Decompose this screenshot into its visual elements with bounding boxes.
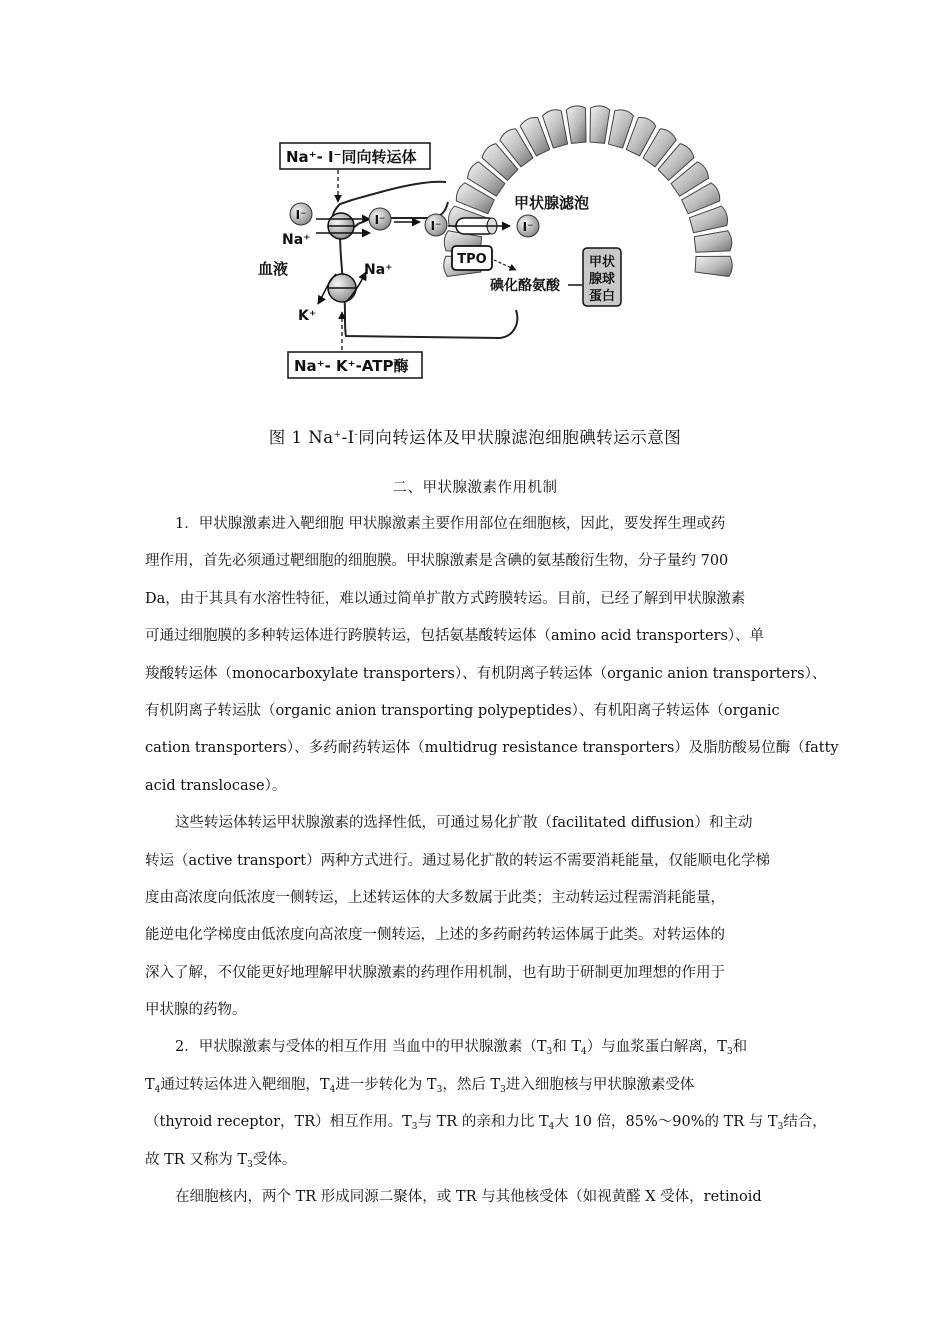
paragraph-3 bbox=[145, 1029, 827, 1179]
text-line: 有机阴离子转运肽（organic anion transporting polypeptides）、有机阳离子转运体（organic bbox=[145, 702, 780, 719]
epithelial-cell bbox=[566, 106, 586, 144]
thyroglobulin-label-2: 腺球 bbox=[588, 272, 616, 287]
epithelial-cell bbox=[695, 256, 732, 276]
paragraph-4 bbox=[145, 1179, 813, 1216]
thyroglobulin-label-1: 甲状 bbox=[588, 255, 616, 270]
tpo-label: TPO bbox=[457, 252, 487, 267]
follicle-diagram bbox=[258, 122, 710, 392]
iodotyrosine-label: 碘化酪氨酸 bbox=[490, 278, 560, 294]
atpase-label: Na⁺- K⁺-ATP酶 bbox=[294, 357, 409, 375]
atpase-transporter-icon bbox=[318, 272, 366, 304]
follicle-label: 甲状腺滤泡 bbox=[514, 194, 590, 212]
text-line: 可通过细胞膜的多种转运体进行跨膜转运，包括氨基酸转运体（amino acid transporters）、单 bbox=[145, 628, 765, 645]
nis-label: Na⁺- I⁻同向转运体 bbox=[286, 148, 417, 166]
tpo-arrow-icon bbox=[494, 260, 516, 270]
text-line: 理作用，首先必须通过靶细胞的细胞膜。甲状腺激素是含碘的氨基酸衍生物，分子量约 700 bbox=[145, 553, 729, 570]
text-line: 甲状腺的药物。 bbox=[145, 1002, 247, 1019]
iodide-ion-icon bbox=[517, 215, 539, 237]
text-line: 故 TR 又称为 $T_3$受体。 bbox=[145, 1151, 297, 1170]
apical-channel-icon bbox=[448, 218, 510, 234]
text-line: $T_4$通过转运体进入靶细胞，$T_4$进一步转化为 $T_3$，然后 $T_3$进入细胞核与甲状腺激素受体 bbox=[145, 1076, 695, 1095]
svg-text:I⁻: I⁻ bbox=[430, 219, 442, 233]
na-plus-label: Na⁺ bbox=[282, 232, 311, 248]
text-line: 转运（active transport）两种方式进行。通过易化扩散的转运不需要消耗能量，仅能顺电化学梯 bbox=[145, 852, 771, 869]
thyroglobulin-label-3: 蛋白 bbox=[588, 289, 616, 304]
body-text bbox=[145, 506, 839, 1216]
svg-text:I⁻: I⁻ bbox=[374, 213, 386, 227]
paragraph-1 bbox=[145, 506, 839, 805]
epithelial-cell bbox=[694, 231, 731, 253]
text-line: 深入了解，不仅能更好地理解甲状腺激素的药理作用机制，也有助于研制更加理想的作用于 bbox=[145, 964, 725, 981]
text-line: 这些转运体转运甲状腺激素的选择性低，可通过易化扩散（facilitated diffusion）和主动 bbox=[175, 815, 753, 832]
iodide-ion-icon bbox=[425, 214, 447, 236]
epithelial-cell bbox=[590, 106, 610, 143]
text-line: 1．甲状腺激素进入靶细胞 甲状腺激素主要作用部位在细胞核，因此，要发挥生理或药 bbox=[175, 516, 726, 532]
iodide-transport-figure bbox=[258, 122, 710, 392]
nis-transporter-icon bbox=[316, 213, 370, 239]
text-line: 2．甲状腺激素与受体的相互作用 当血中的甲状腺激素（$T_3$和 $T_4$）与血浆蛋白解离，$T_3$和 bbox=[175, 1039, 748, 1058]
text-line: 羧酸转运体（monocarboxylate transporters）、有机阴离子转运体（organic anion transporters）、 bbox=[145, 665, 827, 682]
text-line: acid translocase）。 bbox=[145, 777, 287, 794]
blood-label: 血液 bbox=[258, 260, 289, 278]
k-plus-label: K⁺ bbox=[298, 308, 317, 324]
svg-text:I⁻: I⁻ bbox=[295, 208, 307, 222]
figure-caption: 图 1 Na+-I-同向转运体及甲状腺滤泡细胞碘转运示意图 bbox=[268, 428, 682, 447]
text-line: Da，由于其具有水溶性特征，难以通过简单扩散方式跨膜转运。目前，已经了解到甲状腺激素 bbox=[145, 590, 746, 607]
na-plus-label-right: Na⁺ bbox=[364, 262, 393, 278]
svg-text:I⁻: I⁻ bbox=[522, 220, 534, 234]
iodide-ion-icon bbox=[369, 208, 391, 230]
paragraph-2 bbox=[145, 805, 813, 1029]
text-line: 在细胞核内，两个 TR 形成同源二聚体，或 TR 与其他核受体（如视黄醛 X 受体，retinoid bbox=[175, 1189, 762, 1206]
iodide-ion-icon bbox=[290, 203, 312, 225]
section-heading: 二、甲状腺激素作用机制 bbox=[392, 480, 558, 496]
text-line: cation transporters）、多药耐药转运体（multidrug resistance transporters）及脂肪酸易位酶（fatty bbox=[145, 740, 839, 757]
text-line: 能逆电化学梯度由低浓度向高浓度一侧转运，上述的多药耐药转运体属于此类。对转运体的 bbox=[145, 927, 725, 944]
text-line: 度由高浓度向低浓度一侧转运，上述转运体的大多数属于此类；主动转运过程需消耗能量， bbox=[145, 889, 725, 906]
text-line: （thyroid receptor，TR）相互作用。$T_3$与 TR 的亲和力比 $T_4$大 10 倍，85%～90%的 TR 与 $T_3$结合， bbox=[145, 1114, 827, 1133]
